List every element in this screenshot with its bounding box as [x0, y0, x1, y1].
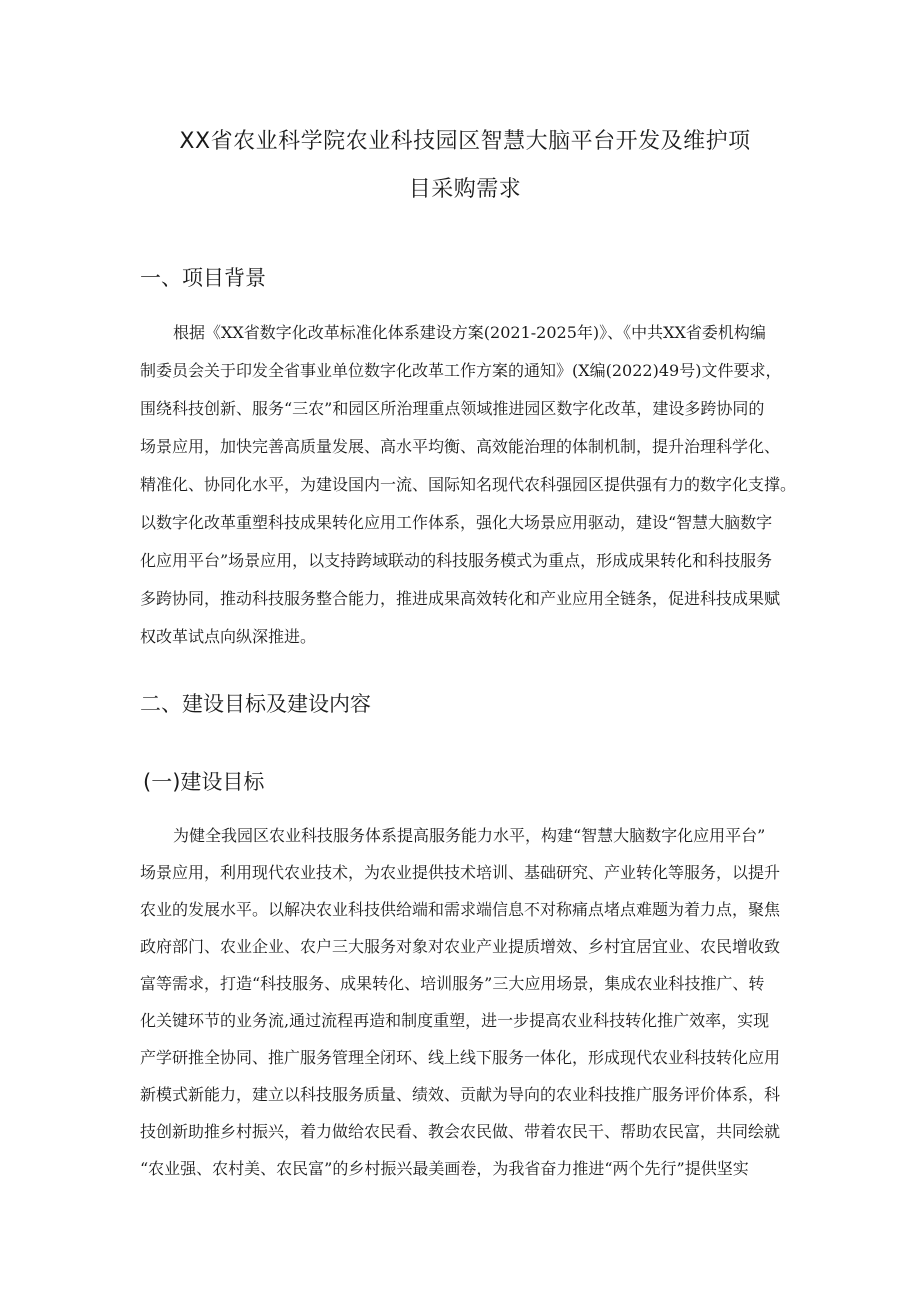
- paragraph-line: 精准化、协同化水平，为建设国内一流、国际知名现代农科强园区提供强有力的数字化支撑。: [140, 475, 797, 494]
- paragraph-line: 制委员会关于印发全省事业单位数字化改革工作方案的通知》(X编(2022)49号)文件要求，: [140, 361, 782, 380]
- subsection-heading-goals: (一)建设目标: [143, 770, 265, 794]
- paragraph-line: 农业的发展水平。以解决农业科技供给端和需求端信息不对称痛点堵点难题为着力点，聚焦: [140, 900, 781, 919]
- paragraph-line: 场景应用，加快完善高质量发展、高水平均衡、高效能治理的体制机制，提升治理科学化、: [140, 437, 781, 456]
- paragraph-line: 以数字化改革重塑科技成果转化应用工作体系，强化大场景应用驱动，建设“智慧大脑数字: [140, 513, 773, 532]
- paragraph-line: 化应用平台”场景应用，以支持跨域联动的科技服务模式为重点，形成成果转化和科技服务: [140, 551, 773, 570]
- document-title-line-2: 目采购需求: [408, 177, 522, 202]
- section-heading-background: 一、项目背景: [140, 266, 266, 290]
- paragraph-line: 新模式新能力，建立以科技服务质量、绩效、贡献为导向的农业科技推广服务评价体系，科: [140, 1085, 781, 1104]
- paragraph-line: 场景应用，利用现代农业技术，为农业提供技术培训、基础研究、产业转化等服务，以提升: [140, 863, 781, 882]
- paragraph-line: 根据《XX省数字化改革标准化体系建设方案(2021-2025年)》、《中共XX省委机构编: [173, 323, 766, 342]
- paragraph-line: 技创新助推乡村振兴，着力做给农民看、教会农民做、带着农民干、帮助农民富，共同绘就: [140, 1122, 781, 1141]
- paragraph-line: “农业强、农村美、农民富”的乡村振兴最美画卷，为我省奋力推进“两个先行”提供坚实: [140, 1159, 749, 1178]
- paragraph-line: 产学研推全协同、推广服务管理全闭环、线上线下服务一体化，形成现代农业科技转化应用: [140, 1048, 781, 1067]
- section-heading-goals-content: 二、建设目标及建设内容: [140, 692, 371, 716]
- paragraph-line: 为健全我园区农业科技服务体系提高服务能力水平，构建“智慧大脑数字化应用平台”: [173, 826, 766, 845]
- document-title-line-1: XX省农业科学院农业科技园区智慧大脑平台开发及维护项: [179, 129, 751, 154]
- paragraph-line: 政府部门、农业企业、农户三大服务对象对农业产业提质增效、乡村宜居宜业、农民增收致: [140, 937, 781, 956]
- paragraph-line: 化关键环节的业务流,通过流程再造和制度重塑，进一步提高农业科技转化推广效率，实现: [140, 1011, 770, 1030]
- paragraph-line: 多跨协同，推动科技服务整合能力，推进成果高效转化和产业应用全链条，促进科技成果赋: [140, 589, 781, 608]
- paragraph-line: 围绕科技创新、服务“三农”和园区所治理重点领域推进园区数字化改革，建设多跨协同的: [140, 399, 765, 418]
- paragraph-line: 权改革试点向纵深推进。: [140, 627, 317, 646]
- paragraph-line: 富等需求，打造“科技服务、成果转化、培训服务”三大应用场景，集成农业科技推广、转: [140, 974, 765, 993]
